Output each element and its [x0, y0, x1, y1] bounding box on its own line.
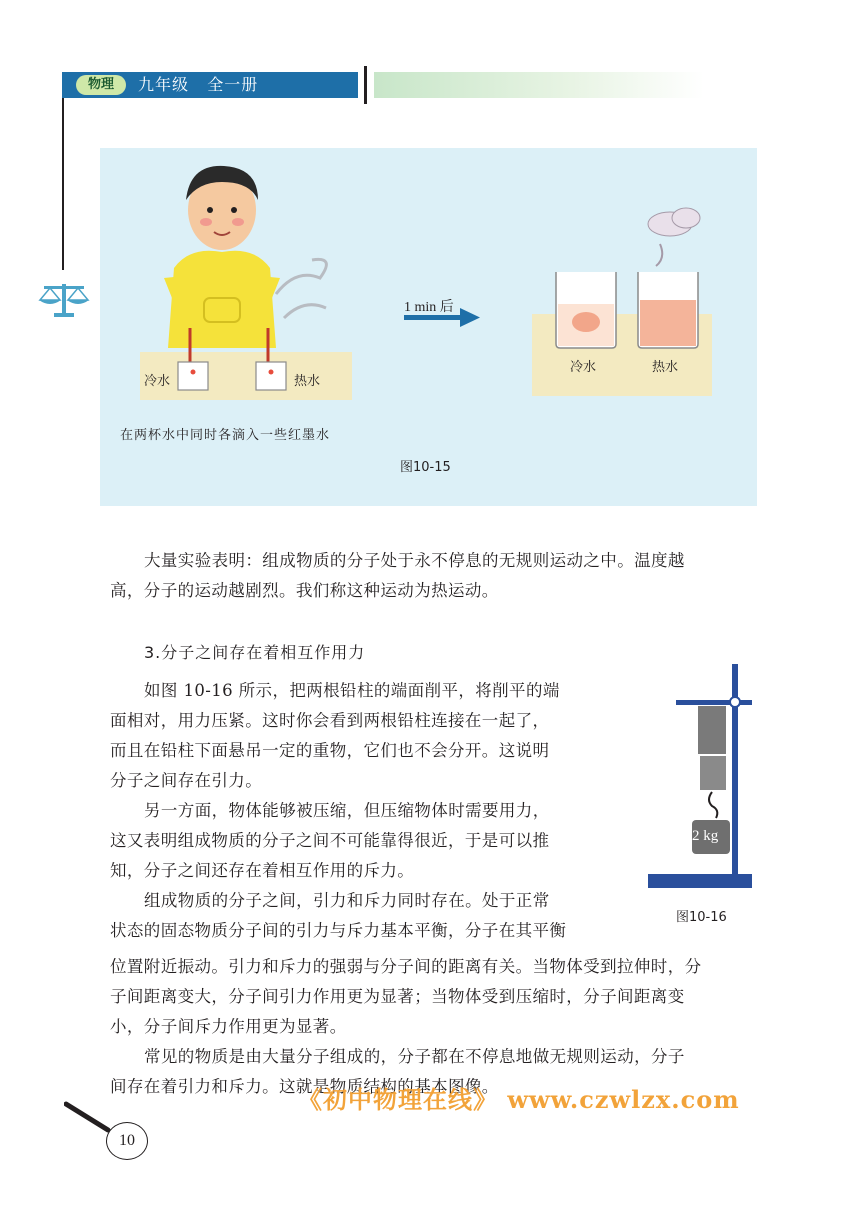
- body-line: 分子之间存在引力。: [110, 771, 263, 790]
- page-number: 10: [106, 1122, 148, 1160]
- left-beaker-hot: [256, 362, 286, 390]
- body-line: 子间距离变大，分子间引力作用更为显著；当物体受到压缩时，分子间距离变: [110, 987, 685, 1006]
- figure-10-15-caption: 图10-15: [400, 460, 451, 475]
- body-line: 知，分子之间还存在着相互作用的斥力。: [110, 861, 415, 880]
- right-cold-label: 冷水: [570, 360, 597, 375]
- arrow-label: 1 min 后: [404, 300, 454, 315]
- body-line: 位置附近振动。引力和斥力的强弱与分子间的距离有关。当物体受到拉伸时，分: [110, 957, 702, 976]
- right-beaker-cold: [556, 272, 616, 348]
- figure-10-15: [100, 148, 757, 506]
- header-title: 九年级 全一册: [138, 75, 259, 94]
- boy-illustration: [164, 166, 280, 348]
- body-line: 常见的物质是由大量分子组成的，分子都在不停息地做无规则运动，分子: [144, 1047, 685, 1066]
- balance-scale-icon: [36, 280, 92, 320]
- body-line: 间存在着引力和斥力。这就是物质结构的基本图像。: [110, 1077, 499, 1096]
- magnifier-icon: [64, 1100, 114, 1134]
- paragraph-line: 高，分子的运动越剧烈。我们称这种运动为热运动。: [110, 581, 499, 600]
- left-hot-label: 热水: [294, 374, 321, 389]
- body-line: 另一方面，物体能够被压缩，但压缩物体时需要用力，: [144, 801, 550, 820]
- left-cold-label: 冷水: [144, 374, 171, 389]
- header-divider: [364, 66, 367, 104]
- paragraph-line: 大量实验表明：组成物质的分子处于永不停息的无规则运动之中。温度越: [144, 551, 685, 570]
- body-line: 如图 10-16 所示，把两根铅柱的端面削平，将削平的端: [144, 681, 560, 700]
- steam-cloud: [648, 208, 700, 266]
- left-table: [140, 352, 352, 400]
- right-beaker-hot: [638, 272, 698, 348]
- header-gradient-band: [374, 72, 704, 98]
- body-line: 面相对，用力压紧。这时你会看到两根铅柱连接在一起了，: [110, 711, 550, 730]
- figure-10-15-illustration: [100, 148, 757, 506]
- body-line: 组成物质的分子之间，引力和斥力同时存在。处于正常: [144, 891, 550, 910]
- body-line: 小，分子间斥力作用更为显著。: [110, 1017, 347, 1036]
- body-line: 状态的固态物质分子间的引力与斥力基本平衡，分子在其平衡: [110, 921, 567, 940]
- figure-10-16-caption: 图10-16: [676, 910, 727, 925]
- weight-label: 2 kg: [692, 828, 719, 844]
- figure-10-16-stand: [640, 660, 760, 900]
- section-heading: 3.分子之间存在着相互作用力: [144, 643, 366, 662]
- body-line: 这又表明组成物质的分子之间不可能靠得很近，于是可以推: [110, 831, 550, 850]
- right-hot-label: 热水: [652, 360, 679, 375]
- figure-description: 在两杯水中同时各滴入一些红墨水: [120, 428, 331, 443]
- margin-rule: [62, 98, 64, 270]
- body-line: 而且在铅柱下面悬吊一定的重物，它们也不会分开。这说明: [110, 741, 550, 760]
- left-beaker-cold: [178, 362, 208, 390]
- subject-logo: 物理: [76, 75, 126, 95]
- watermark: 《初中物理在线》 www.czwlzx.com: [298, 1085, 740, 1114]
